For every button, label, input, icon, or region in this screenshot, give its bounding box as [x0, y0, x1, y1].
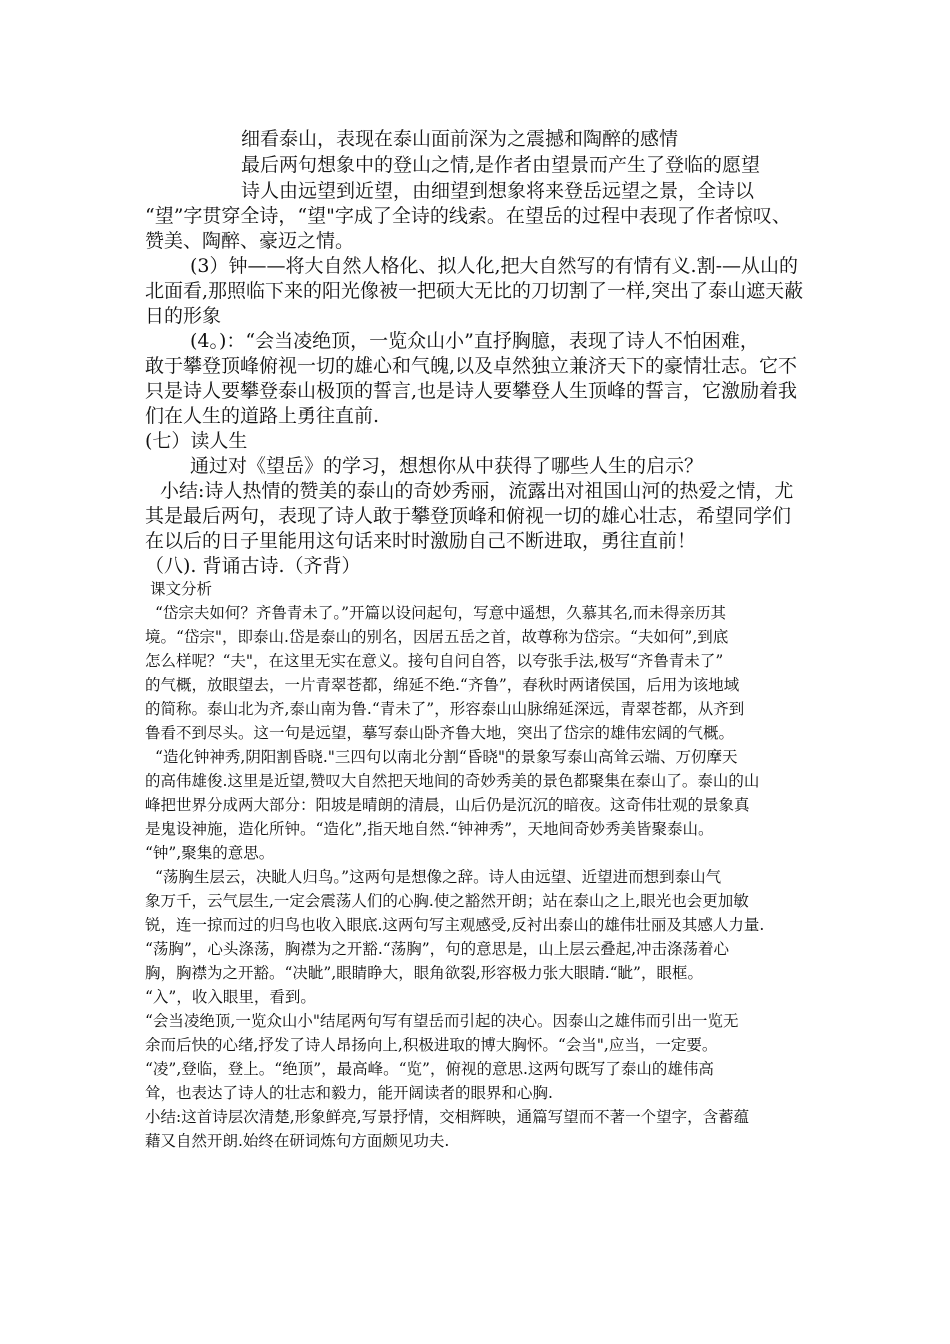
text-line: 余而后快的心绪,抒发了诗人昂扬向上,积极进取的博大胸怀。“会当",应当，一定要。 — [145, 1036, 718, 1054]
text-line: 们在人生的道路上勇往直前. — [145, 405, 380, 427]
text-line: 小结:这首诗层次清楚,形象鲜亮,写景抒情，交相辉映，通篇写望而不著一个望字，含蓄蕴 — [145, 1108, 750, 1126]
text-line: 敢于攀登顶峰俯视一切的雄心和气魄,以及卓然独立兼济天下的豪情壮志。它不 — [145, 355, 798, 377]
text-line: 只是诗人要攀登泰山极顶的誓言,也是诗人要攀登人生顶峰的誓言，它激励着我 — [145, 380, 798, 402]
text-line: “造化钟神秀,阴阳割昏晓."三四句以南北分割“昏晓"的景象写泰山高耸云端、万仞摩天 — [155, 748, 738, 766]
text-line: 的气概，放眼望去，一片青翠苍都，绵延不绝.“齐鲁”，春秋时两诸侯国，后用为该地域 — [145, 676, 740, 694]
text-line: 通过对《望岳》的学习，想想你从中获得了哪些人生的启示？ — [190, 455, 704, 477]
text-line: 是鬼设神施，造化所钟。“造化”,指天地自然.“钟神秀”，天地间奇妙秀美皆聚泰山。 — [145, 820, 714, 838]
text-line: “荡胸生层云，决眦人归鸟。”这两句是想像之辞。诗人由远望、近望进而想到泰山气 — [155, 868, 722, 886]
section-heading: （八). 背诵古诗.（齐背） — [145, 555, 361, 577]
text-line: 的高伟雄俊.这里是近望,赞叹大自然把天地间的奇妙秀美的景色都聚集在泰山了。泰山的山 — [145, 772, 760, 790]
text-line: “入”，收入眼里，看到。 — [145, 988, 316, 1006]
text-line: “会当凌绝顶,一览众山小"结尾两句写有望岳而引起的决心。因泰山之雄伟而引出一览无 — [145, 1012, 739, 1030]
text-line: 境。“岱宗"，即泰山.岱是泰山的别名，因居五岳之首，故尊称为岱宗。“夫如何”,到底 — [145, 628, 729, 646]
text-line: 小结:诗人热情的赞美的泰山的奇妙秀丽，流露出对祖国山河的热爱之情，尤 — [160, 480, 794, 502]
analysis-heading: 课文分析 — [150, 580, 213, 598]
text-line: 的简称。泰山北为齐,泰山南为鲁.“青未了”，形容泰山山脉绵延深远，青翠苍都，从齐到 — [145, 700, 745, 718]
text-line: 日的形象 — [145, 305, 222, 327]
text-line: 耸，也表达了诗人的壮志和毅力，能开阔读者的眼界和心胸. — [145, 1084, 553, 1102]
text-line: 诗人由远望到近望，由细望到想象将来登岳远望之景，全诗以 — [241, 180, 755, 202]
text-line: 峰把世界分成两大部分：阳坡是晴朗的清晨，山后仍是沉沉的暗夜。这奇伟壮观的景象真 — [145, 796, 750, 814]
text-line: 胸，胸襟为之开豁。“决眦”,眼睛睁大，眼角欲裂,形容极力张大眼睛.“眦”，眼框。 — [145, 964, 703, 982]
text-line: 赞美、陶醉、豪迈之情。 — [145, 230, 355, 252]
text-line: “凌”,登临，登上。“绝顶”，最高峰。“览”，俯视的意思.这两句既写了泰山的雄伟高 — [145, 1060, 714, 1078]
text-line: 在以后的日子里能用这句话来时时激励自己不断进取，勇往直前！ — [145, 530, 697, 552]
text-line: 藉又自然开朗.始终在研词炼句方面颇见功夫. — [145, 1132, 450, 1150]
text-line: 鲁看不到尽头。这一句是远望，摹写泰山卧齐鲁大地，突出了岱宗的雄伟宏阔的气概。 — [145, 724, 735, 742]
text-line: 细看泰山，表现在泰山面前深为之震撼和陶醉的感情 — [241, 128, 679, 150]
text-line: “望”字贯穿全诗，“望"字成了全诗的线索。在望岳的过程中表现了作者惊叹、 — [145, 205, 791, 227]
text-line: 北面看,那照临下来的阳光像被一把硕大无比的刀切割了一样,突出了泰山遮天蔽 — [145, 280, 804, 302]
text-line: 象万千，云气层生,一定会震荡人们的心胸.使之豁然开朗；站在泰山之上,眼光也会更加敏 — [145, 892, 749, 910]
text-line: “岱宗夫如何？齐鲁青未了。”开篇以设问起句，写意中遥想，久慕其名,而未得亲历其 — [155, 604, 727, 622]
text-line: 最后两句想象中的登山之情,是作者由望景而产生了登临的愿望 — [241, 154, 761, 176]
text-line: (4。)：“会当凌绝顶，一览众山小”直抒胸臆，表现了诗人不怕困难， — [190, 330, 759, 352]
section-heading: (七）读人生 — [145, 430, 248, 452]
text-line: “钟”,聚集的意思。 — [145, 844, 275, 862]
text-line: (3）钟——将大自然人格化、拟人化,把大自然写的有情有义.割-—从山的 — [190, 255, 799, 277]
text-line: 其是最后两句，表现了诗人敢于攀登顶峰和俯视一切的雄心壮志，希望同学们 — [145, 505, 792, 527]
text-line: 怎么样呢？“夫"，在这里无实在意义。接句自问自答，以夸张手法,极写“齐鲁青未了” — [145, 652, 724, 670]
text-line: “荡胸”，心头涤荡，胸襟为之开豁.“荡胸”，句的意思是，山上层云叠起,冲击涤荡着心 — [145, 940, 730, 958]
text-line: 锐，连一掠而过的归鸟也收入眼底.这两句写主观感受,反衬出泰山的雄伟壮丽及其感人力量. — [145, 916, 765, 934]
